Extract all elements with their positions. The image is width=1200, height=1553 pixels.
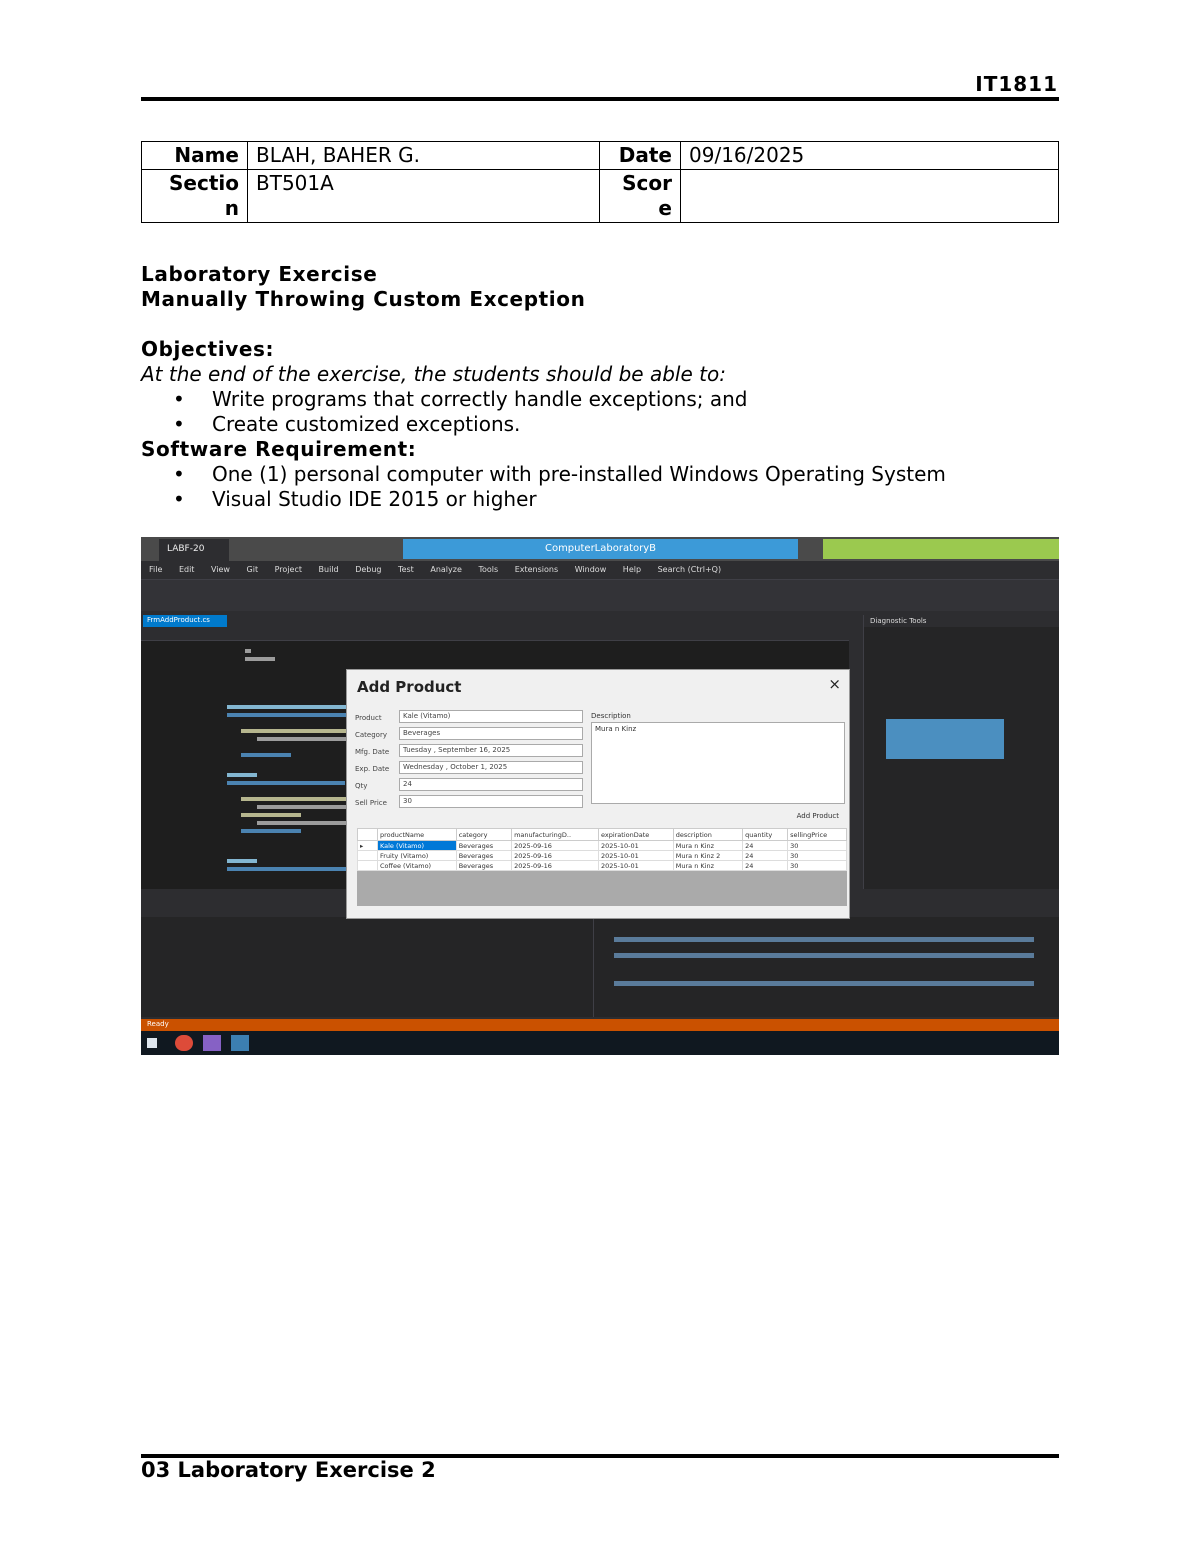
code-line [227,867,347,871]
table-row[interactable]: ▸ Kale (Vitamo) Beverages 2025-09-16 2025-10-01 Mura n Kinz 24 30 [358,841,847,851]
grid-cell[interactable]: 30 [788,841,847,851]
qty-input[interactable]: 24 [399,778,583,791]
grid-cell[interactable]: 2025-09-16 [512,841,599,851]
menu-item[interactable]: Project [274,565,302,574]
category-select[interactable]: Beverages [399,727,583,740]
menu-item[interactable]: Debug [355,565,382,574]
exercise-title-1: Laboratory Exercise [141,262,378,286]
code-line [227,773,257,777]
search-box[interactable]: Search (Ctrl+Q) [657,565,722,574]
grid-cell[interactable]: Beverages [456,851,511,861]
exp-date-label: Exp. Date [355,765,390,773]
menu-item[interactable]: Tools [478,565,499,574]
code-line [257,737,349,741]
exercise-content [141,262,1059,512]
menu-item[interactable]: File [149,565,163,574]
grid-cell[interactable]: Fruity (Vitamo) [378,851,457,861]
grid-cell[interactable]: Mura n Kinz [673,841,742,851]
code-line [241,729,351,733]
grid-cell[interactable]: 2025-10-01 [598,841,673,851]
grid-header [358,829,847,841]
objective-item: • Create customized exceptions. [141,412,1059,437]
chrome-icon[interactable] [175,1035,193,1051]
column-header[interactable]: description [673,829,742,841]
line-number-gutter [141,641,181,889]
project-toolbar [141,595,1059,611]
code-line [241,813,301,817]
software-item: • One (1) personal computer with pre-installed Windows Operating System [141,462,1059,487]
close-icon[interactable]: × [828,675,841,693]
header-rule [141,97,1059,101]
grid-cell[interactable]: 30 [788,861,847,871]
grid-cell[interactable]: Mura n Kinz [673,861,742,871]
grid-cell[interactable]: Kale (Vitamo) [378,841,457,851]
objectives-list [141,387,1059,437]
software-heading: Software Requirement: [141,437,417,461]
score-label-line-2: e [658,196,672,220]
code-line [257,805,347,809]
menu-item[interactable]: Window [574,565,607,574]
mfg-date-picker[interactable]: Tuesday , September 16, 2025 [399,744,583,757]
menu-item[interactable]: Git [246,565,259,574]
visual-studio-icon[interactable] [203,1035,221,1051]
grid-cell[interactable]: 30 [788,851,847,861]
name-label: Name [142,142,248,170]
menu-item[interactable]: View [210,565,230,574]
code-line [257,821,349,825]
grid-cell[interactable]: 2025-09-16 [512,851,599,861]
table-row[interactable] [358,861,847,871]
student-info-table [141,141,1059,223]
error-row[interactable] [614,937,1034,942]
score-value [681,170,1059,223]
category-label: Category [355,731,387,739]
error-row[interactable] [614,953,1034,958]
date-label: Date [600,142,681,170]
code-line [227,713,351,717]
menu-item[interactable]: Extensions [514,565,559,574]
objectives-heading: Objectives: [141,337,275,361]
menu-item[interactable]: Edit [178,565,195,574]
exp-date-picker[interactable]: Wednesday , October 1, 2025 [399,761,583,774]
code-line [241,797,349,801]
description-label: Description [591,712,631,720]
mfg-date-label: Mfg. Date [355,748,390,756]
app-icon[interactable] [231,1035,249,1051]
code-line [241,753,291,757]
section-label-line-1: Sectio [169,171,239,195]
code-line [241,829,301,833]
vm-tab: LABF-20 [159,539,229,561]
grid-cell[interactable]: Beverages [456,861,511,871]
section-label [142,170,248,223]
menu-item[interactable]: Analyze [430,565,462,574]
status-bar: Ready [141,1019,1059,1031]
table-row[interactable] [358,851,847,861]
document-tabs [141,615,849,627]
grid-cell[interactable]: 2025-09-16 [512,861,599,871]
section-value: BT501A [248,170,600,223]
visual-studio-screenshot [141,537,1059,1055]
standard-toolbar [141,579,1059,595]
grid-cell[interactable]: 2025-10-01 [598,851,673,861]
start-icon[interactable] [147,1038,157,1048]
grid-cell[interactable]: Mura n Kinz 2 [673,851,742,861]
objectives-intro: At the end of the exercise, the students should be able to: [141,362,726,386]
product-label: Product [355,714,382,722]
qty-label: Qty [355,782,368,790]
diagnostic-tools-title: Diagnostic Tools [864,615,1059,627]
software-item: • Visual Studio IDE 2015 or higher [141,487,1059,512]
menu-bar [141,561,1059,579]
section-label-line-2: n [224,196,239,220]
score-label-line-1: Scor [622,171,672,195]
doc-tab[interactable]: FrmAddProduct.cs [143,615,227,627]
second-tab [231,539,281,561]
grid-cell[interactable]: Beverages [456,841,511,851]
diagnostic-tools-panel [863,615,1059,889]
column-header[interactable]: manufacturingD.. [512,829,599,841]
product-input[interactable]: Kale (Vitamo) [399,710,583,723]
column-header[interactable]: sellingPrice [788,829,847,841]
ribbon-icons [823,539,1059,559]
score-label [600,170,681,223]
add-product-button[interactable]: Add Product [796,812,839,820]
code-line [245,657,275,661]
footer-text: 03 Laboratory Exercise 2 [141,1458,436,1482]
grid-cell[interactable]: 2025-10-01 [598,861,673,871]
date-value: 09/16/2025 [681,142,1059,170]
sell-price-input[interactable]: 30 [399,795,583,808]
column-header[interactable]: expirationDate [598,829,673,841]
code-line [227,781,345,785]
grid-cell[interactable]: Coffee (Vitamo) [378,861,457,871]
software-list [141,462,1059,512]
objective-item: • Write programs that correctly handle exceptions; and [141,387,1059,412]
document-code: IT1811 [975,72,1058,96]
sell-price-label: Sell Price [355,799,387,807]
code-line [245,649,251,653]
exercise-title-2: Manually Throwing Custom Exception [141,287,586,311]
memory-graph [886,719,1004,759]
menu-item[interactable]: Test [398,565,414,574]
column-header[interactable]: category [456,829,511,841]
column-header[interactable]: productName [378,829,457,841]
description-input[interactable]: Mura n Kinz [591,722,845,804]
menu-item[interactable]: Build [318,565,339,574]
remote-desktop-bar [141,537,1059,561]
grid-cell[interactable]: 24 [743,841,788,851]
dialog-title: Add Product [357,678,462,696]
error-list [593,919,1043,1017]
window-title: ComputerLaboratoryB [403,539,798,559]
grid-cell[interactable]: 24 [743,861,788,871]
add-product-dialog [346,669,850,919]
error-row[interactable] [614,981,1034,986]
menu-item[interactable]: Help [622,565,642,574]
code-line [227,705,347,709]
output-panel [141,905,1059,1017]
navigation-bar [141,627,849,641]
code-line [227,859,257,863]
grid-cell[interactable]: 24 [743,851,788,861]
column-header[interactable]: quantity [743,829,788,841]
windows-taskbar [141,1031,1059,1055]
name-value: BLAH, BAHER G. [248,142,600,170]
product-grid [357,828,847,906]
